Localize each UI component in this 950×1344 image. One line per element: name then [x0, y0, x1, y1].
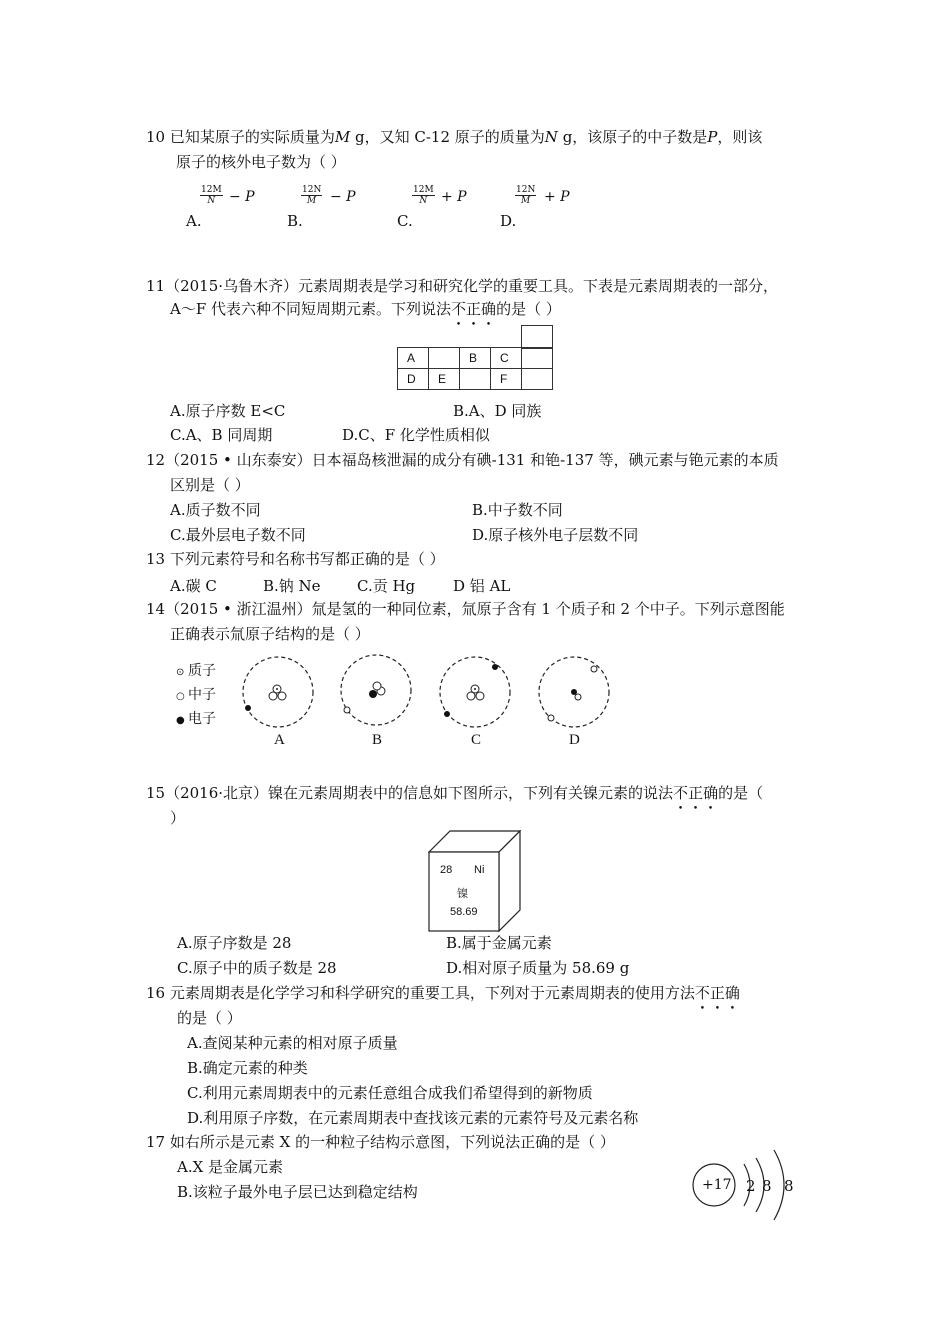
q11-cell: C	[491, 348, 522, 369]
q10-a-fraction: $\frac{12M}{N}$	[201, 185, 222, 206]
q11-cell: E	[429, 369, 460, 390]
q11-option-b: B.A、D 同族	[453, 402, 542, 420]
q10-d-op: + P	[544, 189, 570, 205]
q13-option-b: B.钠 Ne	[263, 577, 321, 595]
q14-legend-neutron: ○ 中子	[176, 684, 216, 708]
q14-legend-electron: ● 电子	[176, 708, 216, 732]
q11-cell	[429, 348, 460, 369]
q10-a-op: − P	[229, 189, 255, 205]
q15-element-name: 镍	[457, 888, 468, 900]
q17-line1: 17 如右所示是元素 X 的一种粒子结构示意图，下列说法正确的是（ ）	[146, 1133, 615, 1151]
q14-atom-c	[440, 657, 510, 727]
q11-table-row	[398, 348, 553, 369]
q15-line1: 15（2016·北京）镍在元素周期表中的信息如下图所示，下列有关镍元素的说法不正确的是（	[146, 784, 764, 802]
q16-option-c: C.利用元素周期表中的元素任意组合成我们希望得到的新物质	[187, 1084, 593, 1102]
q16-line1: 16 元素周期表是化学学习和科学研究的重要工具，下列对于元素周期表的使用方法不正确	[146, 984, 740, 1002]
q17-shell-2: 8	[762, 1177, 772, 1195]
q11-option-c: C.A、B 同周期	[170, 426, 273, 444]
q10-b-fraction: $\frac{12N}{M}$	[302, 185, 322, 206]
q11-cell	[460, 369, 491, 390]
q10-d-fraction: $\frac{12N}{M}$	[516, 185, 536, 206]
q15-option-d: D.相对原子质量为 58.69 g	[446, 959, 630, 977]
q14-line2: 正确表示氚原子结构的是（ ）	[170, 625, 370, 643]
q10-c-fraction: $\frac{12M}{N}$	[413, 185, 434, 206]
q11-option-d: D.C、F 化学性质相似	[342, 426, 490, 444]
q14-label-d: D	[569, 732, 580, 748]
q13-option-c: C.贡 Hg	[357, 577, 416, 595]
neutron-symbol-icon: ○	[176, 691, 185, 702]
q13-line1: 13 下列元素符号和名称书写都正确的是（ ）	[146, 550, 445, 568]
q14-legend-proton: ⊙ 质子	[176, 660, 216, 684]
q10-line1: 10 已知某原子的实际质量为M g，又知 C-12 原子的质量为N g，该原子的中子数是P，则该	[146, 128, 763, 146]
q14-atom-a	[243, 657, 313, 727]
q11-cell: B	[460, 348, 491, 369]
q11-table-top-cell	[521, 325, 553, 349]
q10-d-label: D.	[500, 212, 517, 230]
q15-line2: ）	[170, 809, 186, 827]
q14-line1: 14（2015 • 浙江温州）氚是氢的一种同位素，氚原子含有 1 个质子和 2 个中子。下列示意图能	[146, 600, 785, 618]
q17-shell-3: 8	[784, 1177, 794, 1195]
q14-atom-diagrams	[235, 650, 625, 735]
q12-line1: 12（2015 • 山东泰安）日本福岛核泄漏的成分有碘-131 和铯-137 等，碘元素与铯元素的本质	[146, 451, 779, 469]
q11-cell	[522, 369, 553, 390]
q17-option-a: A.X 是金属元素	[177, 1158, 284, 1176]
q11-line1: 11（2015·乌鲁木齐）元素周期表是学习和研究化学的重要工具。下表是元素周期表的一部分，	[146, 277, 779, 295]
q11-cell: A	[398, 348, 429, 369]
q17-nucleus-charge: +17	[702, 1177, 732, 1193]
q10-line2: 原子的核外电子数为（ ）	[176, 153, 346, 171]
electron-symbol-icon: ●	[176, 715, 185, 726]
q10-b-op: − P	[330, 189, 356, 205]
q10-c-label: C.	[397, 212, 413, 230]
q13-option-a: A.碳 C	[170, 577, 217, 595]
q15-atomic-number: 28	[440, 864, 453, 876]
q15-option-c: C.原子中的质子数是 28	[177, 959, 337, 977]
q11-cell: D	[398, 369, 429, 390]
q16-option-d: D.利用原子序数，在元素周期表中查找该元素的元素符号及元素名称	[187, 1109, 639, 1127]
q15-option-a: A.原子序数是 28	[177, 934, 292, 952]
q10-b-label: B.	[287, 212, 303, 230]
q11-option-a: A.原子序数 E<C	[170, 402, 286, 420]
q12-option-d: D.原子核外电子层数不同	[472, 526, 639, 544]
q14-label-c: C	[471, 732, 482, 748]
proton-symbol-icon: ⊙	[176, 667, 185, 678]
q14-label-a: A	[274, 732, 285, 748]
q10-c-op: + P	[441, 189, 467, 205]
q16-line2: 的是（ ）	[177, 1009, 242, 1027]
q15-element-symbol: Ni	[474, 864, 485, 876]
q15-atomic-mass: 58.69	[450, 906, 478, 918]
q13-option-d: D 铝 AL	[453, 577, 511, 595]
q11-cell	[522, 348, 553, 369]
q12-option-b: B.中子数不同	[472, 501, 563, 519]
q17-option-b: B.该粒子最外电子层已达到稳定结构	[177, 1183, 418, 1201]
q17-shell-1: 2	[746, 1177, 756, 1195]
q14-atom-b	[341, 655, 411, 725]
q14-label-b: B	[372, 732, 383, 748]
q16-option-b: B.确定元素的种类	[187, 1059, 308, 1077]
q12-option-a: A.质子数不同	[170, 501, 261, 519]
q14-atom-d	[539, 657, 609, 727]
q11-table-row	[398, 369, 553, 390]
q14-legend	[176, 660, 216, 732]
q12-option-c: C.最外层电子数不同	[170, 526, 306, 544]
q11-line2: A～F 代表六种不同短周期元素。下列说法不正确的是（ ）	[170, 300, 561, 318]
q12-line2: 区别是（ ）	[170, 476, 250, 494]
q11-cell: F	[491, 369, 522, 390]
q10-a-label: A.	[186, 212, 202, 230]
q15-option-b: B.属于金属元素	[446, 934, 552, 952]
q16-option-a: A.查阅某种元素的相对原子质量	[187, 1034, 398, 1052]
